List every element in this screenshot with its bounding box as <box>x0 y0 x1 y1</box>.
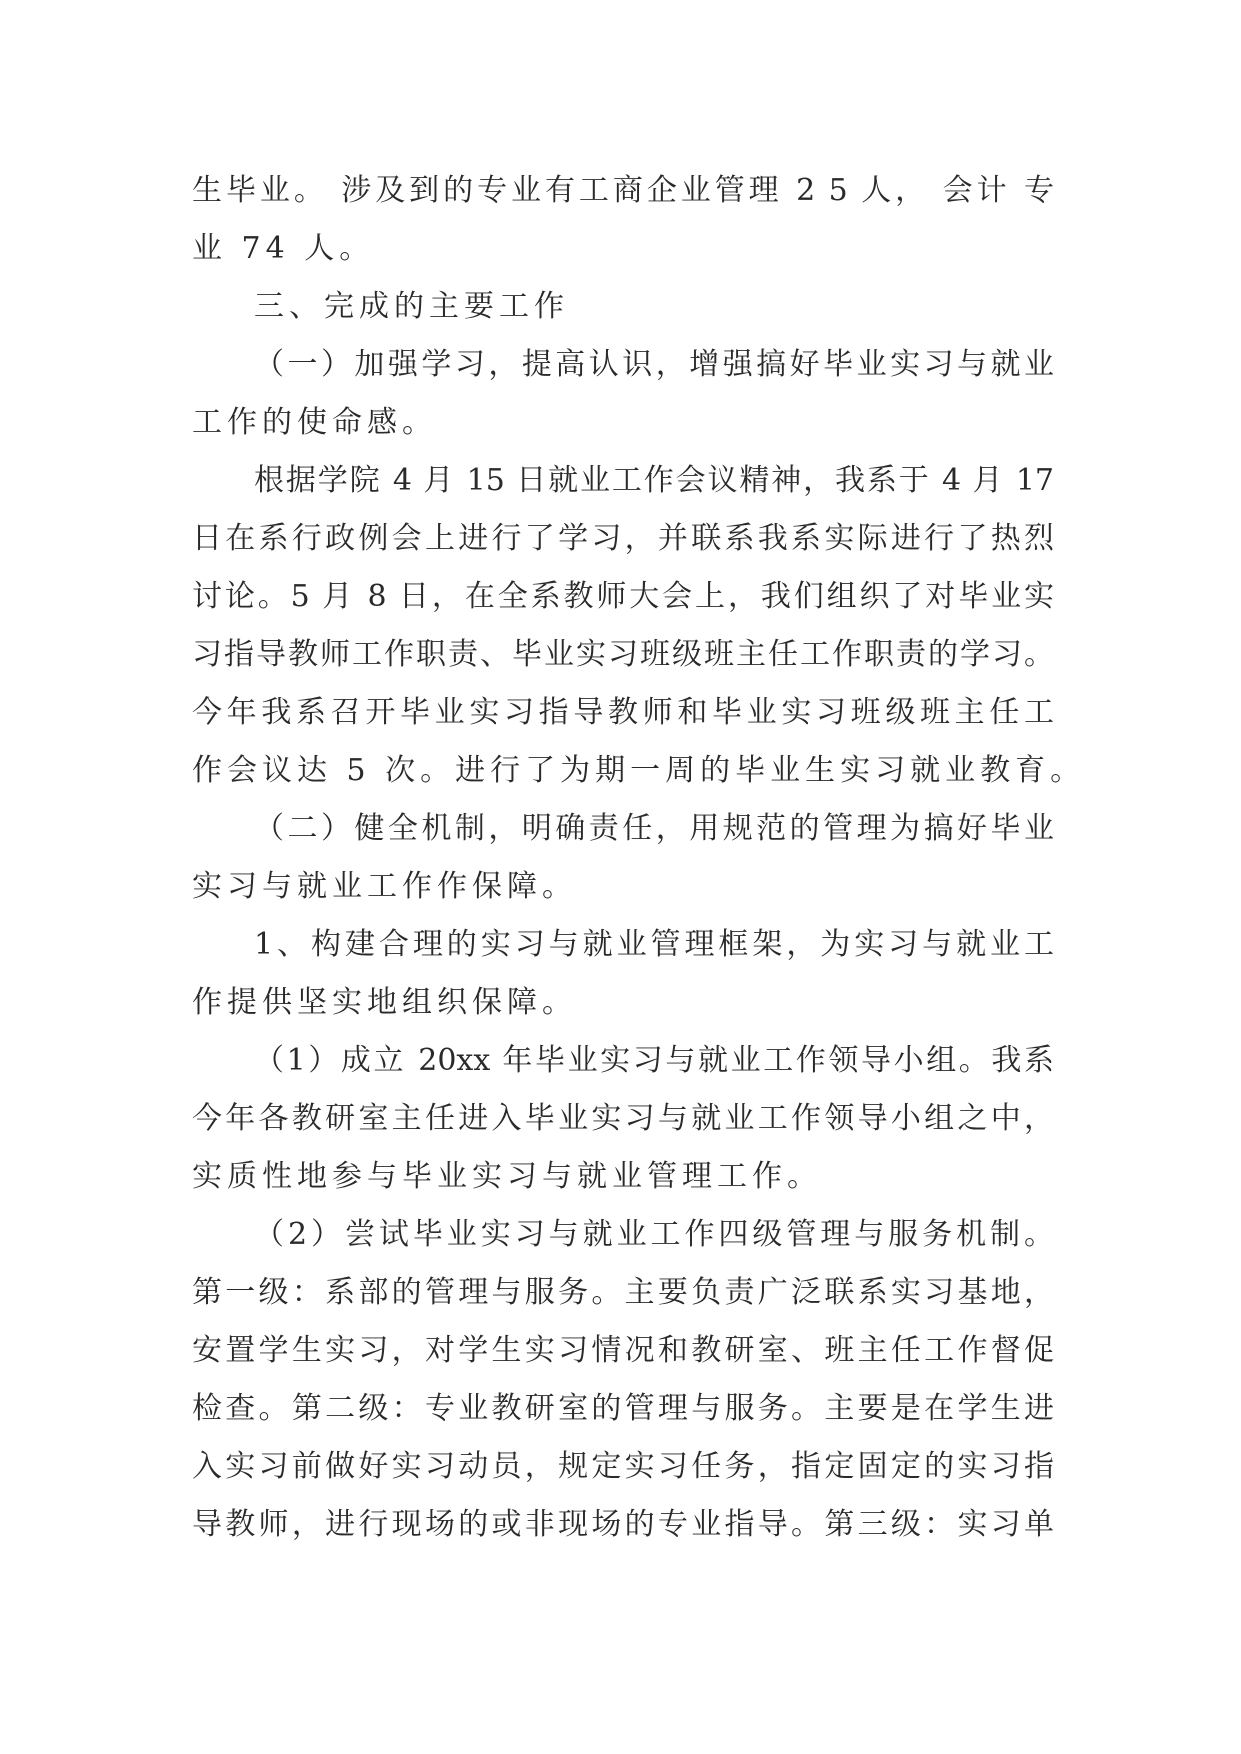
text-line: （1）成立 20xx 年毕业实习与就业工作领导小组。我系 <box>254 1043 1054 1078</box>
text-line: 实质性地参与毕业实习与就业管理工作。 <box>192 1159 822 1194</box>
text-line: 第一级：系部的管理与服务。主要负责广泛联系实习基地， <box>192 1275 1054 1310</box>
text-line: 日在系行政例会上进行了学习，并联系我系实际进行了热烈 <box>192 521 1054 556</box>
text-line: 今年我系召开毕业实习指导教师和毕业实习班级班主任工 <box>192 695 1054 730</box>
text-line: 作会议达 5 次。进行了为期一周的毕业生实习就业教育。 <box>192 753 1086 788</box>
text-line: 根据学院 4 月 15 日就业工作会议精神，我系于 4 月 17 <box>254 463 1054 498</box>
text-line: 导教师，进行现场的或非现场的专业指导。第三级：实习单 <box>192 1507 1054 1542</box>
text-line: 安置学生实习，对学生实习情况和教研室、班主任工作督促 <box>192 1333 1054 1368</box>
document-page <box>192 162 1086 1554</box>
text-line: 业 74 人。 <box>192 231 375 266</box>
text-line: 作提供坚实地组织保障。 <box>192 985 577 1020</box>
text-line: 生毕业。 涉及到的专业有工商企业管理 2 5 人， 会计 专 <box>192 173 1054 208</box>
text-line: 实习与就业工作作保障。 <box>192 869 577 904</box>
text-line: 今年各教研室主任进入毕业实习与就业工作领导小组之中， <box>192 1101 1054 1136</box>
text-line: 工作的使命感。 <box>192 405 437 440</box>
text-line: 1、构建合理的实习与就业管理框架，为实习与就业工 <box>254 927 1054 962</box>
section-heading: 三、完成的主要工作 <box>254 289 569 324</box>
text-line: 入实习前做好实习动员，规定实习任务，指定固定的实习指 <box>192 1449 1054 1484</box>
text-line: 检查。第二级：专业教研室的管理与服务。主要是在学生进 <box>192 1391 1054 1426</box>
subsection-heading: （一）加强学习，提高认识，增强搞好毕业实习与就业 <box>254 347 1054 382</box>
text-line: 讨论。5 月 8 日，在全系教师大会上，我们组织了对毕业实 <box>192 579 1054 614</box>
text-line: 习指导教师工作职责、毕业实习班级班主任工作职责的学习。 <box>192 637 1054 672</box>
subsection-heading: （二）健全机制，明确责任，用规范的管理为搞好毕业 <box>254 811 1054 846</box>
text-line: （2）尝试毕业实习与就业工作四级管理与服务机制。 <box>254 1217 1054 1252</box>
